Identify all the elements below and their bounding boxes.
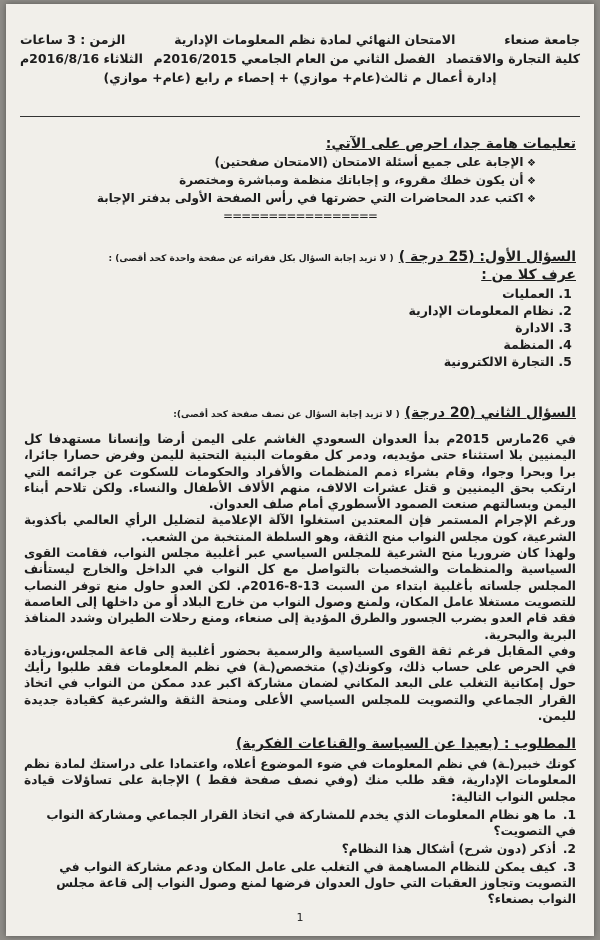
question-number: 1.: [562, 807, 576, 822]
scenario-paragraph: ورغم الإجرام المستمر فإن المعتدين استغلوا الآلة الإعلامية لتضليل الرأي العالمي بأكذوبة الشرعية، كون مجلس النواب منح الثقة، وهو السلطة المنتخبة من الشعب.: [24, 513, 576, 544]
list-item: [24, 841, 576, 857]
semester: الفصل الثاني من العام الجامعي 2016/2015م: [153, 51, 436, 66]
scenario-paragraph: وفي المقابل فرغم ثقة القوى السياسية والرسمية بحضور أغلبية إلى قاعة المجلس،وزيادة في الحرص على حساب ذلك، وكونك(ي) متخصص(ـة) في نظم المعلومات فقد طلبوا رأيك حول إمكانية التغلب على البعد المكاني لضمان مشاركة اكبر عدد ممكن من النواب في اتخاذ القرار الجماعي والتصويت للمجلس السياسي الأعلى ومنحة الثقة والشرعية كقيادة جديدة لليمن.: [24, 643, 576, 724]
question-1-title: السؤال الأول: (25 درجة ): [398, 249, 576, 265]
list-item: 5. التجارة الالكترونية: [24, 353, 554, 370]
question-text: كيف يمكن للنظام المساهمة في التغلب على عامل المكان ودعم مشاركة النواب في التصويت وتجاوز العقبات التي حاول العدوان فرضها لمنع وصول النواب إلى قاعة مجلس النواب بصنعاء؟: [56, 859, 576, 906]
exam-time: الزمن : 3 ساعات: [20, 32, 126, 47]
scenario-paragraph: في 26مارس 2015م بدأ العدوان السعودي الغاشم على اليمن أرضا وإنسانا مستهدفا كل اليمنيين بلا استثناء حتى مؤيديه، ودمر كل مقومات البنية التحتية لليمن وفرض حصارا جائرا، برا وبحرا وجوا، وقام بشراء ذمم المنظمات والأفراد والحكومات للسكوت عن جرائمه التي ارتكب بحق اليمنيين و قتل عشرات الالاف، منهم الألاف الأطفال والنساء. ولكن تلاحم أبناء اليمن وبسالتهم صنعت الصمود الأسطوري أمام صلف العدوان.: [24, 432, 576, 512]
definitions-list: [24, 285, 576, 370]
instructions-list: [24, 154, 536, 208]
exam-title: الامتحان النهائي لمادة نظم المعلومات الإدارية: [174, 32, 456, 47]
question-2-note: ( لا تزيد إجابة السؤال عن نصف صفحة كحد أقصى):: [173, 410, 400, 420]
list-item: ❖ أن يكون خطك مقروء، و إجاباتك منظمة ومباشرة ومختصرة: [24, 172, 536, 190]
scenario-paragraph: ولهذا كان ضروريا منح الشرعية للمجلس السياسي عبر أغلبية مجلس النواب، فقامت القوى السياسية والمنظمات والشخصيات بالتواصل مع كل النواب في الداخل والخارج ليستأنف المجلس جلساته بأغلبية ابتداء من السبت 13-8-2016م. لكن العدو حاول منع توفر النصاب للتصويت مستغلا عامل المكان، ولمنع وصول النواب من خارج البلاد أو من داخلها إلى العاصمة فقد قام العدو بضرب الجسور والطرق المؤدية إلى صنعاء، ومنع رحلات الطيران وشدد المنافذ البرية والبحرية.: [24, 546, 576, 642]
list-item: 2. نظام المعلومات الإدارية: [24, 302, 554, 319]
list-item: [24, 807, 576, 839]
required-section: [24, 736, 576, 909]
separator: =================: [223, 209, 377, 223]
list-item: ❖ اكتب عدد المحاضرات التي حضرتها في رأس الصفحة الأولى بدفتر الإجابة: [24, 190, 536, 208]
question-2-section: [24, 402, 576, 724]
exam-page: [6, 4, 594, 936]
instructions-section: [24, 136, 576, 223]
list-item: 3. الادارة: [24, 319, 554, 336]
exam-date: الثلاثاء 2016/8/16م: [20, 51, 143, 66]
list-item: 4. المنظمة: [24, 336, 554, 353]
required-intro: كونك خبير(ـة) في نظم المعلومات في ضوء الموضوع أعلاه، واعتمادا على دراستك لمادة نظم المعلومات الإدارية، فقد طلب منك (وفي نصف صفحة فقط ) الإجابة على تساؤلات قيادة مجلس النواب التالية:: [24, 757, 576, 804]
question-number: 3.: [562, 859, 576, 874]
question-1-subtitle: عرف كلا من :: [481, 267, 576, 283]
page-number: 1: [296, 911, 304, 924]
question-2-title: السؤال الثاني (20 درجة): [404, 405, 576, 421]
exam-header: [20, 30, 580, 87]
question-1-note: ( لا تزيد إجابة السؤال بكل فقراته عن صفحة واحدة كحد أقصى) :: [108, 254, 394, 264]
question-number: 2.: [562, 841, 576, 856]
programs: إدارة أعمال م ثالث(عام+ موازي) + إحصاء م رابع (عام+ موازي): [103, 70, 497, 85]
header-divider: [20, 116, 580, 117]
list-item: [24, 859, 576, 907]
list-item: 1. العمليات: [24, 285, 554, 302]
question-1-section: [24, 246, 576, 370]
required-title: المطلوب : (بعيدا عن السياسة والقناعات الفكرية): [235, 736, 576, 752]
question-text: أذكر (دون شرح) أشكال هذا النظام؟: [341, 841, 556, 856]
list-item: ❖ الإجابة على جميع أسئلة الامتحان (الامتحان صفحتين): [24, 154, 536, 172]
college-name: كلية التجارة والاقتصاد: [445, 51, 580, 66]
instructions-title: تعليمات هامة جدا، احرص على الآتي:: [325, 136, 576, 152]
university-name: جامعة صنعاء: [504, 32, 580, 47]
question-text: ما هو نظام المعلومات الذي يخدم للمشاركة في اتخاذ القرار الجماعي ومشاركة النواب في التصويت؟: [46, 807, 576, 838]
